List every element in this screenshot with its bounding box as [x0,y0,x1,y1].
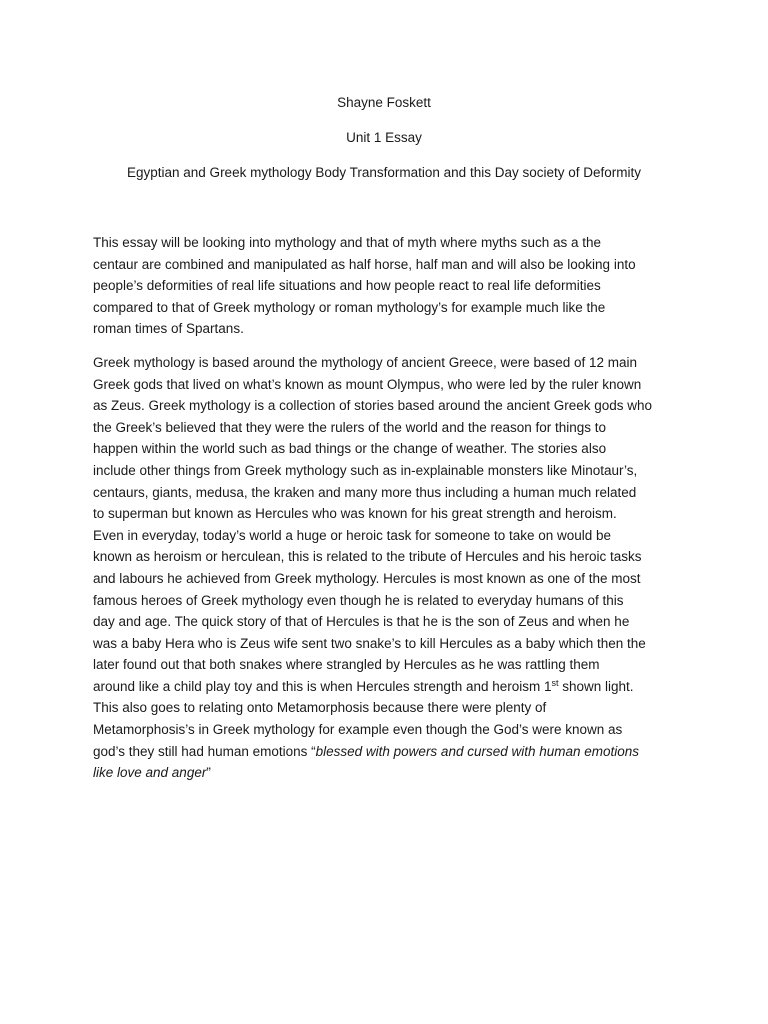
quote-italic: blessed with powers and cursed with human emotions [315,743,640,759]
paragraph-2 [93,352,683,784]
text-line: Metamorphosis’s in Greek mythology for example even though the God’s were known as [93,722,623,738]
text-line-superscript [93,676,683,698]
text-line: This essay will be looking into mythology and that of myth where myths such as a the [93,235,601,250]
text-segment: around like a child play toy and this is when Hercules strength and heroism 1 [93,678,552,694]
text-line: famous heroes of Greek mythology even though he is related to everyday humans of this [93,592,624,608]
text-line: centaurs, giants, medusa, the kraken and many more thus including a human much related [93,484,637,500]
text-line: to superman but known as Hercules who was known for his great strength and heroism. [93,506,617,522]
text-line: centaur are combined and manipulated as half horse, half man and will also be looking into [93,256,636,272]
text-segment: shown light. [558,678,634,694]
text-line: happen within the world such as bad things or the change of weather. The stories also [93,441,607,457]
text-line: Greek gods that lived on what’s known as mount Olympus, who were led by the ruler known [93,376,642,392]
text-line: compared to that of Greek mythology or roman mythology’s for example much like the [93,299,606,315]
text-line: Greek mythology is based around the mythology of ancient Greece, were based of 12 main [93,354,638,370]
author-name: Shayne Foskett [337,95,431,110]
unit-heading: Unit 1 Essay [346,130,422,145]
text-line: people’s deformities of real life situations and how people react to real life deformities [93,278,601,294]
ordinal-superscript: st [551,677,559,688]
text-line: the Greek’s believed that they were the rulers of the world and the reason for things to [93,419,607,435]
text-line-quote-end [93,762,683,784]
text-line-quote [93,741,683,763]
text-line: later found out that both snakes where strangled by Hercules as he was rattling them [93,657,600,673]
text-line: and labours he achieved from Greek mythology. Hercules is most known as one of the most [93,570,641,586]
text-line: known as heroism or herculean, this is related to the tribute of Hercules and his heroic tasks [93,549,642,565]
text-segment: god’s they still had human emotions “ [93,743,316,759]
text-line: day and age. The quick story of that of Hercules is that he is the son of Zeus and when he [93,614,630,630]
text-line: This also goes to relating onto Metamorphosis because there were plenty of [93,700,547,716]
essay-body [93,232,683,784]
essay-title: Egyptian and Greek mythology Body Transformation and this Day society of Deformity [127,165,641,180]
paragraph-1 [93,232,683,340]
quote-italic: like love and anger [93,765,207,781]
text-line: as Zeus. Greek mythology is a collection of stories based around the ancient Greek gods who [93,398,653,414]
text-line: include other things from Greek mythology such as in-explainable monsters like Minotaur’s, [93,462,638,478]
closing-quote: ” [206,765,211,781]
text-line: was a baby Hera who is Zeus wife sent two snake’s to kill Hercules as a baby which then the [93,635,646,651]
text-line: Even in everyday, today’s world a huge or heroic task for someone to take on would be [93,527,612,543]
text-line: roman times of Spartans. [93,321,244,337]
